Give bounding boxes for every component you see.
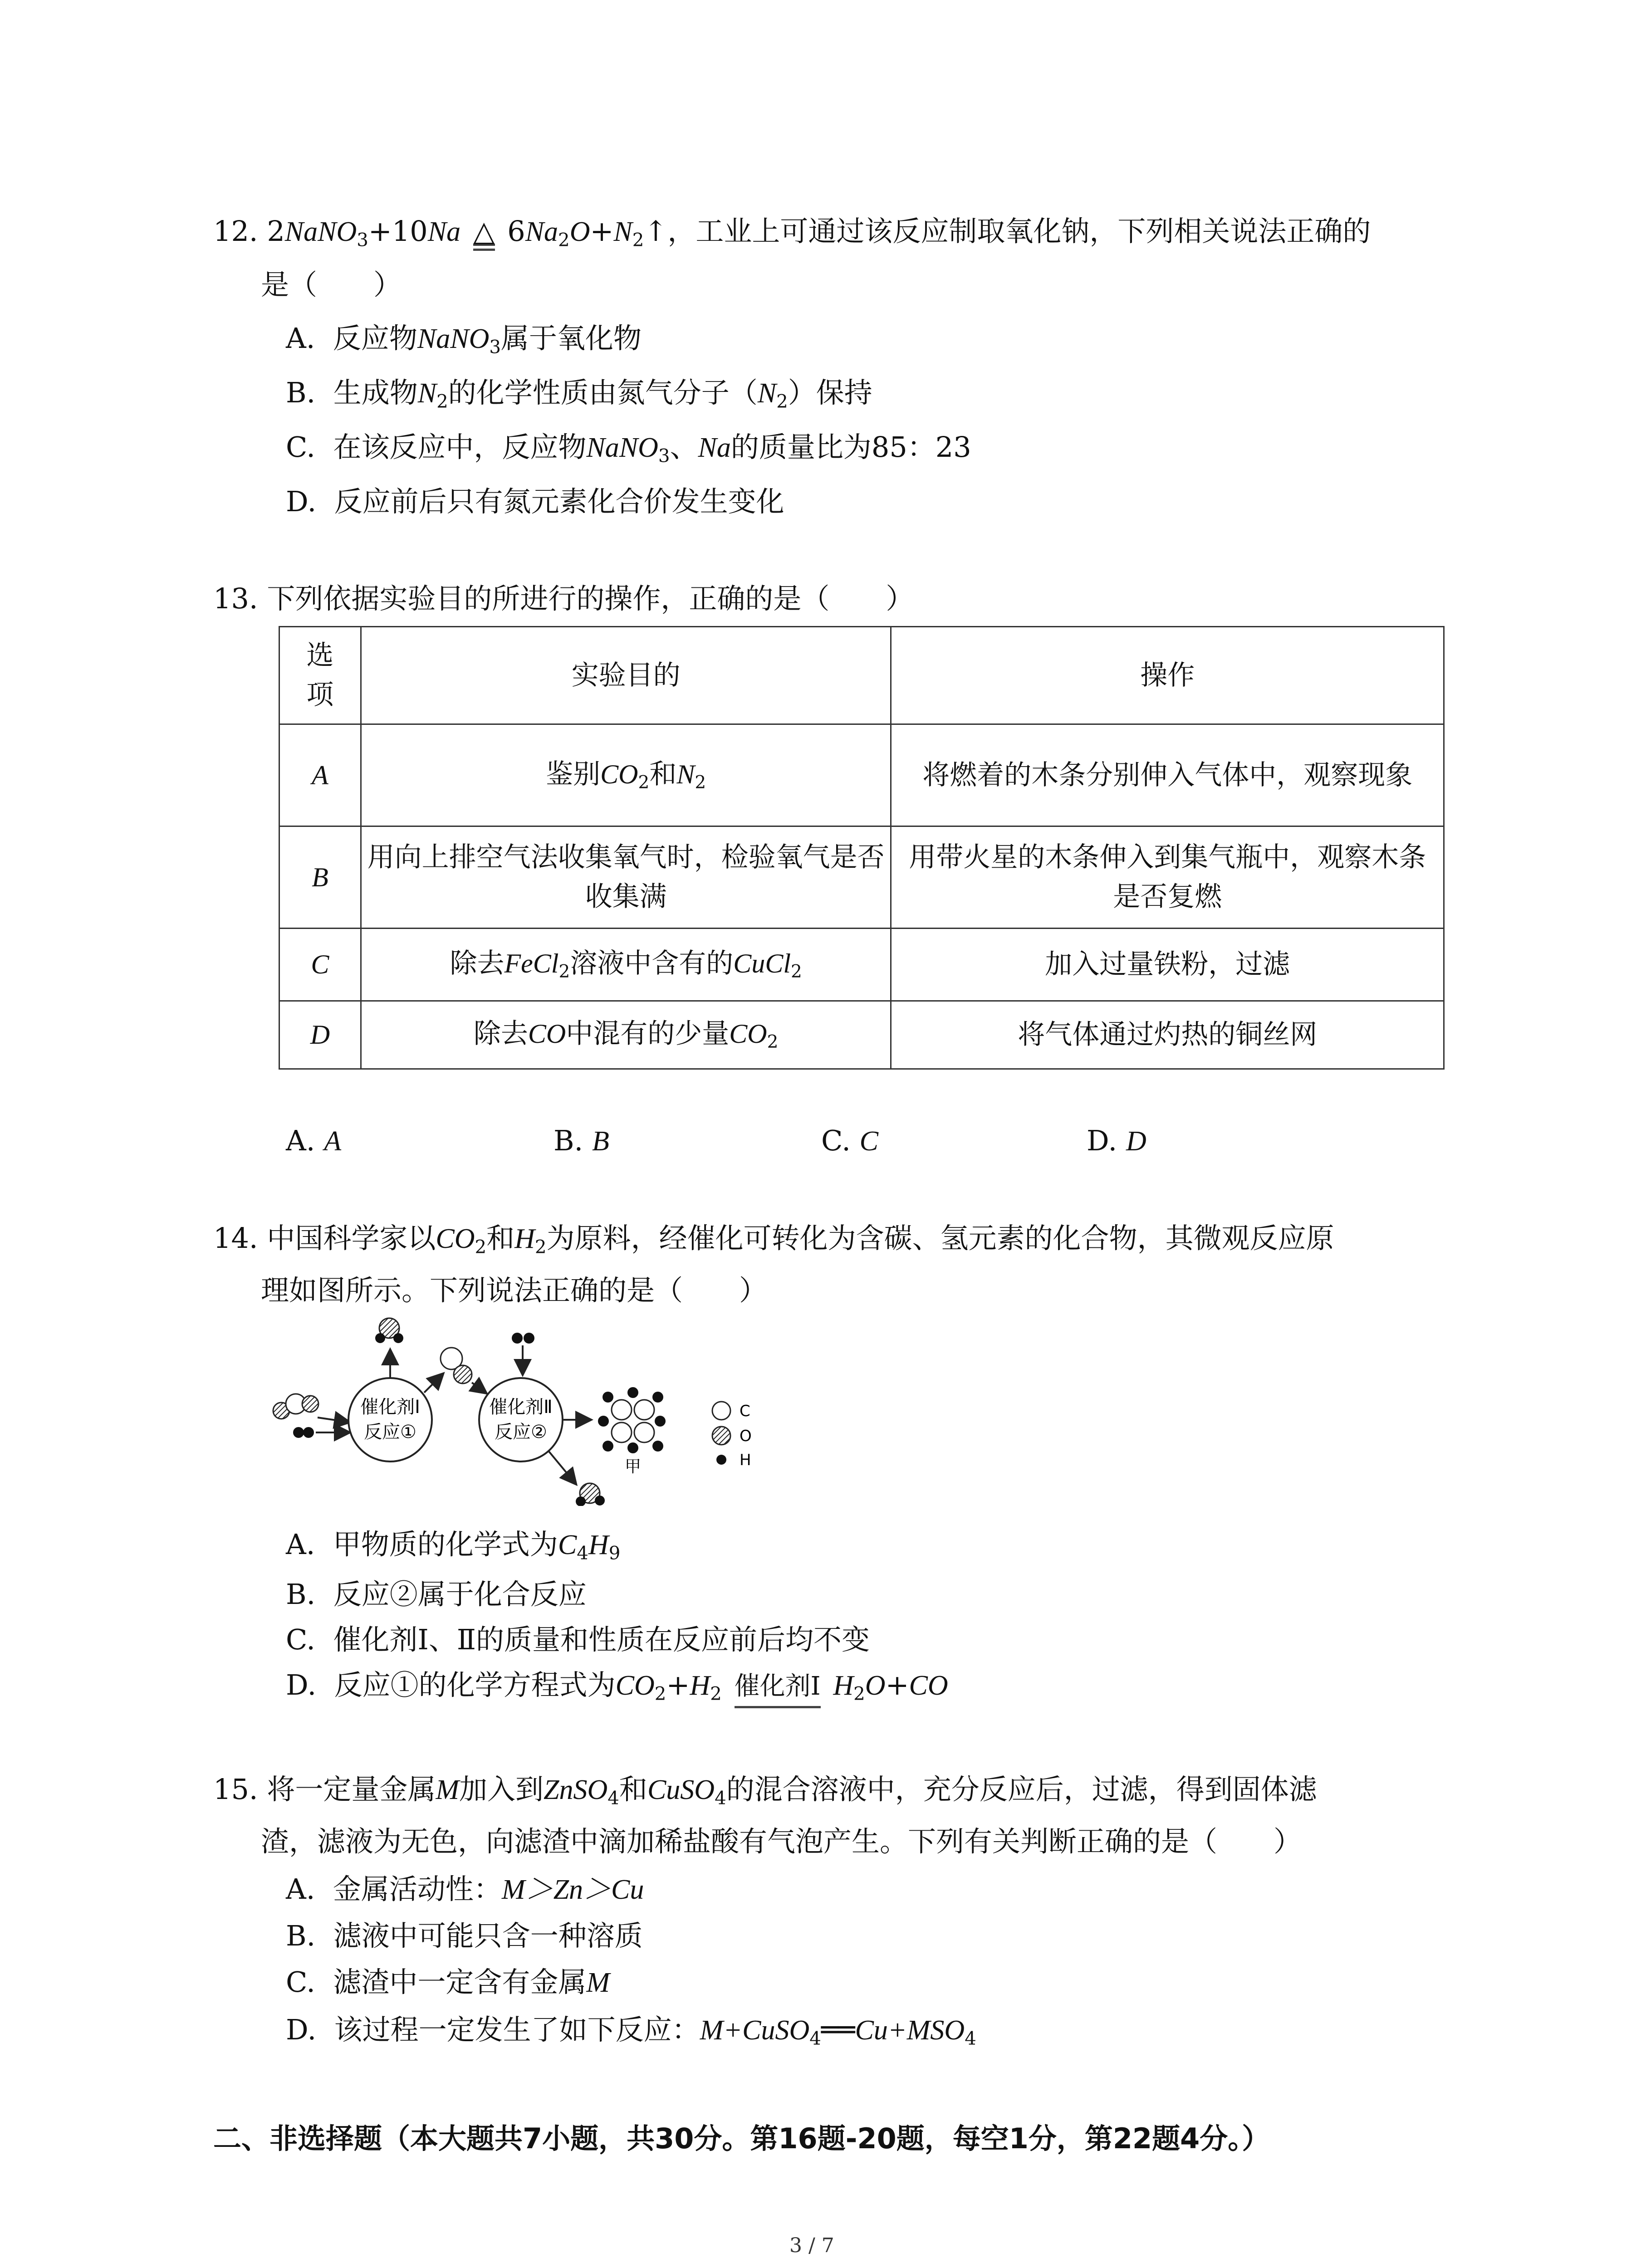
catalyst-2-circle bbox=[479, 1378, 563, 1461]
q14-option-c[interactable]: C. 催化剂Ⅰ、Ⅱ的质量和性质在反应前后均不变 bbox=[286, 1623, 870, 1656]
q12-option-d[interactable]: D. 反应前后只有氮元素化合价发生变化 bbox=[286, 485, 784, 518]
q12-option-c[interactable]: C. 在该反应中，反应物NaNO$_3$、Na的质量比为85：23 bbox=[286, 430, 971, 467]
q12-option-b[interactable]: B. 生成物$N_2$的化学性质由氮气分子$(N_2)$保持 bbox=[286, 376, 872, 412]
q15-stem-line2: 渣，滤液为无色，向滤渣中滴加稀盐酸有气泡产生。下列有关判断正确的是（ ） bbox=[261, 1825, 1302, 1858]
experiment-table bbox=[279, 626, 1445, 1070]
product-label: 甲 bbox=[624, 1457, 642, 1476]
reaction-1-label: 反应① bbox=[364, 1422, 416, 1442]
table-row: C 除去FeCl$_2$溶液中含有的CuCl$_2$ 加入过量铁粉，过滤 bbox=[279, 929, 1444, 1001]
q15-stem-line1: 15. 将一定量金属M加入到ZnSO$_4$和CuSO$_4$的混合溶液中，充分反应后，过滤，得到固体滤 bbox=[213, 1773, 1317, 1809]
header-option: 选 项 bbox=[279, 627, 361, 724]
q13-answer-d[interactable]: D. D bbox=[1087, 1124, 1146, 1157]
q12-stem-line2: 是（ ） bbox=[261, 268, 402, 301]
q14-option-d[interactable]: D. 反应①的化学方程式为$CO_2+H_2$ 催化剂Ⅰ $H_2O+CO$ bbox=[286, 1667, 948, 1708]
q14-stem-line1: 14. 中国科学家以$CO_2$和$H_2$为原料，经催化可转化为含碳、氢元素的化合物，其微观反应原 bbox=[213, 1222, 1334, 1258]
q14-option-a[interactable]: A. 甲物质的化学式为$C_4H_9$ bbox=[286, 1528, 621, 1564]
section-heading: 二、非选择题（本大题共7小题，共30分。第16题-20题，每空1分，第22题4分。） bbox=[213, 2122, 1270, 2155]
svg-text:C: C bbox=[740, 1402, 750, 1420]
h2o-molecule-output bbox=[375, 1318, 403, 1343]
q15-number: 15. bbox=[213, 1773, 258, 1806]
q13-answer-c[interactable]: C. C bbox=[821, 1124, 879, 1157]
svg-text:O: O bbox=[740, 1427, 752, 1445]
q14-stem-line2: 理如图所示。下列说法正确的是（ ） bbox=[261, 1274, 768, 1307]
table-row: B 用向上排空气法收集氧气时，检验氧气是否收集满 用带火星的木条伸入到集气瓶中，观察木条是否复燃 bbox=[279, 826, 1444, 929]
q15-option-c[interactable]: C. 滤渣中一定含有金属M bbox=[286, 1965, 610, 1999]
q13-answer-a[interactable]: A. A bbox=[286, 1124, 342, 1157]
page-number: 3 / 7 bbox=[789, 2234, 834, 2257]
q14-number: 14. bbox=[213, 1222, 258, 1255]
q13-stem: 13. 下列依据实验目的所进行的操作，正确的是（ ） bbox=[213, 582, 914, 615]
catalyst-condition: 催化剂Ⅰ bbox=[735, 1670, 821, 1708]
reaction-condition: △ bbox=[473, 213, 495, 251]
table-row: D 除去CO中混有的少量$CO_2$ 将气体通过灼热的铜丝网 bbox=[279, 1001, 1444, 1069]
h2o-molecule-output-2 bbox=[576, 1483, 605, 1506]
co-molecule-intermediate bbox=[441, 1348, 472, 1383]
q15-option-d[interactable]: D. 该过程一定发生了如下反应：$M+CuSO_4══Cu+MSO_4$ bbox=[286, 2013, 976, 2049]
h2-molecule-second bbox=[512, 1333, 534, 1344]
co2-molecule-input bbox=[273, 1394, 318, 1419]
catalyst-1-circle bbox=[348, 1378, 432, 1461]
q15-option-a[interactable]: A. 金属活动性：M＞Zn＞Cu bbox=[286, 1872, 644, 1906]
svg-text:H: H bbox=[740, 1451, 751, 1469]
legend bbox=[712, 1402, 752, 1469]
product-molecule bbox=[598, 1387, 666, 1453]
q13-answer-b[interactable]: B. B bbox=[554, 1124, 609, 1157]
q15-option-b[interactable]: B. 滤液中可能只含一种溶质 bbox=[286, 1919, 643, 1952]
reaction-2-label: 反应② bbox=[495, 1422, 547, 1442]
table-row: A 鉴别$CO_2$和$N_2$ 将燃着的木条分别伸入气体中，观察现象 bbox=[279, 724, 1444, 826]
header-operation: 操作 bbox=[891, 627, 1444, 724]
q12-option-a[interactable]: A. 反应物NaNO$_3$属于氧化物 bbox=[286, 322, 642, 358]
header-goal: 实验目的 bbox=[361, 627, 891, 724]
q13-number: 13. bbox=[213, 582, 258, 615]
q14-option-b[interactable]: B. 反应②属于化合反应 bbox=[286, 1578, 587, 1611]
q12-number: 12. bbox=[213, 215, 258, 248]
table-header-row bbox=[279, 627, 1444, 724]
catalyst-2-label: 催化剂Ⅱ bbox=[489, 1397, 553, 1418]
h2-molecule-input bbox=[293, 1427, 314, 1438]
catalyst-1-label: 催化剂Ⅰ bbox=[360, 1397, 420, 1418]
reaction-mechanism-diagram bbox=[272, 1315, 771, 1506]
q12-stem-line1: 12. 2NaNO$_3$+10Na △ $6Na_2O+N_2↑$，工业上可通过该反应制取氧化钠，下列相关说法正确的 bbox=[213, 213, 1371, 252]
